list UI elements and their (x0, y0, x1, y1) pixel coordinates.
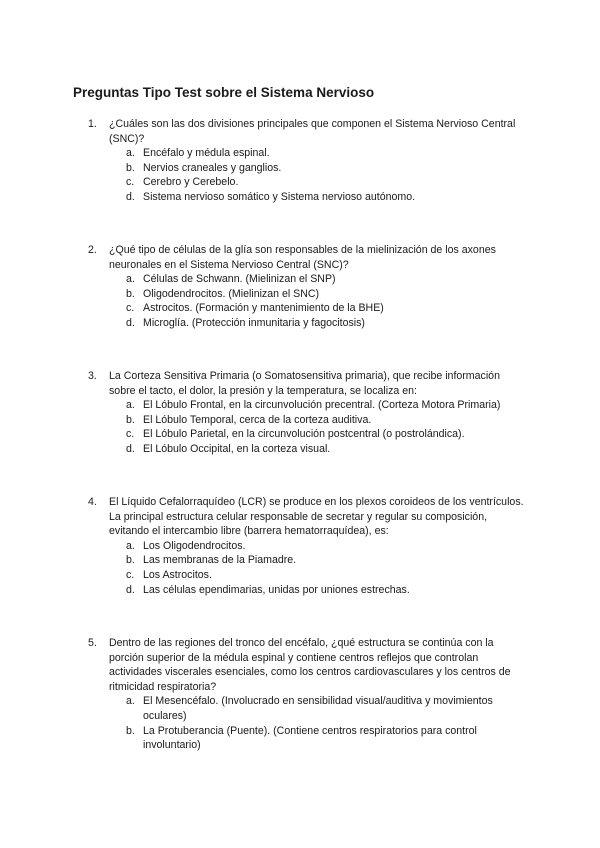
option-letter: c. (126, 176, 135, 189)
question-4 (88, 495, 528, 597)
option-c (88, 427, 528, 442)
option-d (88, 316, 528, 331)
option-letter: b. (126, 724, 135, 737)
question-stem (88, 495, 528, 539)
question-5 (88, 636, 528, 753)
option-text: Encéfalo y médula espinal. (143, 147, 270, 160)
option-text: Las células ependimarias, unidas por uniones estrechas. (143, 583, 410, 596)
question-number: 3. (88, 370, 97, 382)
option-b (88, 413, 528, 428)
option-text: Células de Schwann. (Mielinizan el SNP) (143, 273, 336, 286)
option-letter: b. (126, 413, 135, 426)
option-text: Cerebro y Cerebelo. (143, 176, 239, 189)
question-2 (88, 243, 528, 331)
option-list (88, 272, 528, 330)
question-text: Dentro de las regiones del tronco del encéfalo, ¿qué estructura se continúa con la porción superior de la médula espinal y contiene centros reflejos que controlan actividades viscerales esenciales, como los centros cardiovasculares y los centros de ritmicidad respiratoria? (109, 637, 511, 693)
option-text: La Protuberancia (Puente). (Contiene centros respiratorios para control involuntario) (143, 724, 477, 752)
question-stem (88, 117, 528, 146)
option-text: El Lóbulo Parietal, en la circunvolución postcentral (o postrolándica). (143, 428, 465, 441)
option-letter: c. (126, 428, 135, 441)
option-letter: c. (126, 568, 135, 581)
option-text: Sistema nervioso somático y Sistema nervioso autónomo. (143, 190, 416, 203)
option-letter: b. (126, 161, 135, 174)
page-title: Preguntas Tipo Test sobre el Sistema Nervioso (73, 85, 375, 100)
question-1 (88, 117, 528, 205)
option-a (88, 694, 528, 723)
option-letter: b. (126, 554, 135, 567)
option-a (88, 272, 528, 287)
option-text: Las membranas de la Piamadre. (143, 554, 297, 567)
option-c (88, 301, 528, 316)
option-list (88, 398, 528, 456)
question-number: 1. (88, 118, 97, 130)
option-d (88, 190, 528, 205)
option-text: Los Oligodendrocitos. (143, 539, 246, 552)
option-text: El Lóbulo Occipital, en la corteza visual. (143, 442, 331, 455)
option-list (88, 539, 528, 597)
question-stem (88, 636, 528, 694)
question-number: 4. (88, 496, 97, 508)
option-b (88, 553, 528, 568)
option-letter: a. (126, 273, 135, 286)
question-number: 5. (88, 637, 97, 649)
option-letter: d. (126, 190, 135, 203)
option-text: Nervios craneales y ganglios. (143, 161, 282, 174)
question-text: La Corteza Sensitiva Primaria (o Somatosensitiva primaria), que recibe información sobre el tacto, el dolor, la presión y la temperatura, se localiza en: (109, 370, 500, 397)
question-stem (88, 243, 528, 272)
option-b (88, 287, 528, 302)
option-text: Oligodendrocitos. (Mielinizan el SNC) (143, 287, 320, 300)
option-text: El Mesencéfalo. (Involucrado en sensibilidad visual/auditiva y movimientos oculares) (143, 695, 493, 722)
option-text: El Lóbulo Temporal, cerca de la corteza auditiva. (143, 413, 372, 426)
option-text: El Lóbulo Frontal, en la circunvolución precentral. (Corteza Motora Primaria) (143, 399, 501, 412)
option-c (88, 568, 528, 583)
option-letter: d. (126, 316, 135, 329)
question-number: 2. (88, 244, 97, 256)
option-letter: b. (126, 287, 135, 300)
option-text: Microglía. (Protección inmunitaria y fagocitosis) (143, 316, 365, 329)
question-text: ¿Qué tipo de células de la glía son responsables de la mielinización de los axones neuronales en el Sistema Nervioso Central (SNC)? (109, 244, 496, 271)
option-b (88, 724, 528, 753)
option-list (88, 694, 528, 752)
question-text: El Líquido Cefalorraquídeo (LCR) se produce en los plexos coroideos de los ventrículos. La principal estructura celular responsable de secretar y regular su composición, evitando el intercambio libre (barrera hematorraquídea), es: (109, 496, 524, 538)
option-letter: a. (126, 695, 135, 708)
option-a (88, 539, 528, 554)
option-letter: a. (126, 539, 135, 552)
question-text: ¿Cuáles son las dos divisiones principales que componen el Sistema Nervioso Central (SNC)? (109, 118, 516, 145)
option-text: Astrocitos. (Formación y mantenimiento de la BHE) (143, 302, 384, 315)
option-list (88, 146, 528, 204)
option-c (88, 175, 528, 190)
question-stem (88, 369, 528, 398)
option-letter: c. (126, 302, 135, 315)
option-letter: d. (126, 442, 135, 455)
option-b (88, 161, 528, 176)
option-letter: a. (126, 399, 135, 412)
option-letter: a. (126, 147, 135, 160)
option-a (88, 398, 528, 413)
option-a (88, 146, 528, 161)
question-3 (88, 369, 528, 457)
option-d (88, 442, 528, 457)
option-text: Los Astrocitos. (143, 568, 212, 581)
option-d (88, 583, 528, 598)
option-letter: d. (126, 583, 135, 596)
